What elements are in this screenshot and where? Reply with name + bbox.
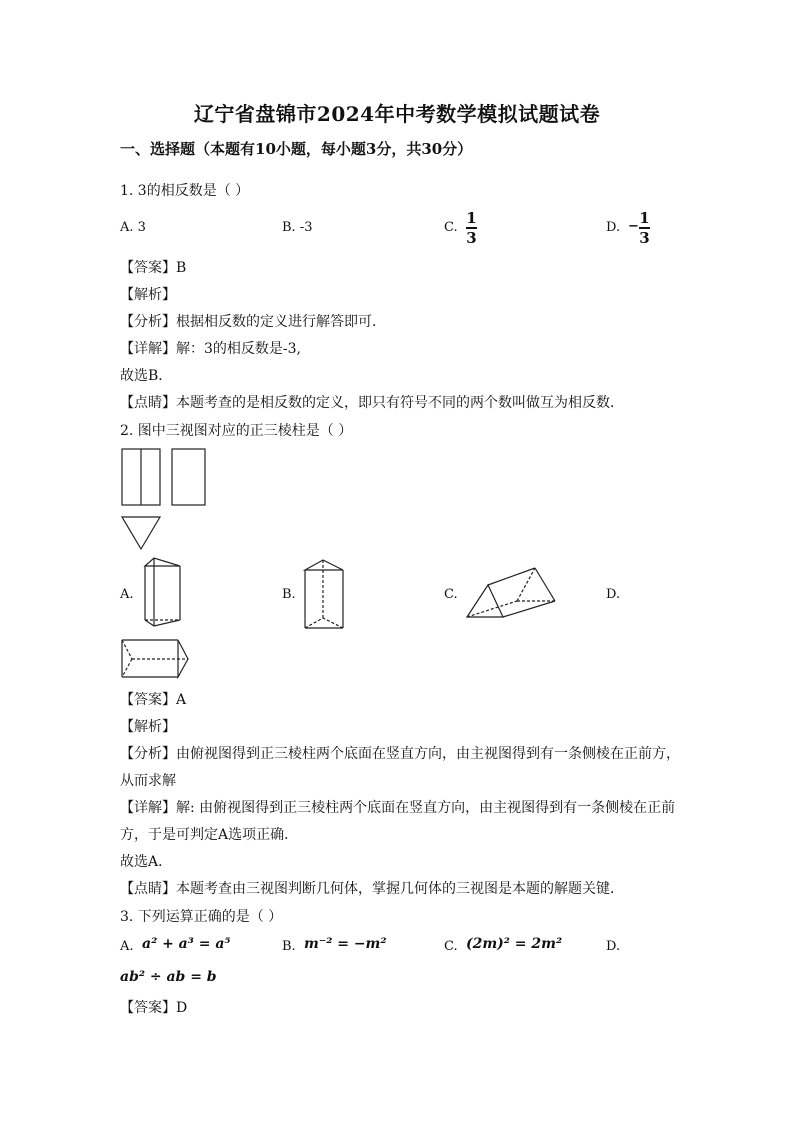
q2-analysis-heading: 【解析】 [120,719,176,735]
q2-option-d-label: D. [606,587,621,602]
fraction-denominator: 3 [466,228,477,247]
q3-option-d-label: D. [606,939,621,954]
q1-option-a: A. 3 [120,220,146,235]
q2-option-a-prism-icon [140,556,190,631]
q2-option-d-prism-icon [120,637,195,682]
side-view-rect [172,449,205,505]
q1-stem: 1. 3的相反数是（ ） [120,183,250,199]
q1-option-b: B. -3 [282,220,313,235]
q1-option-c-label: C. [444,220,458,235]
q2-option-b-label: B. [282,587,296,602]
q3-option-a-label: A. [120,939,134,954]
q2-option-a-label: A. [120,587,134,602]
q2-stem: 2. 图中三视图对应的正三棱柱是（ ） [120,423,353,439]
q2-fenxi-line2: 从而求解 [120,773,176,789]
q2-fenxi-line1: 【分析】由俯视图得到正三棱柱两个底面在竖直方向，由主视图得到有一条侧棱在正前方， [120,746,680,762]
top-view-triangle [122,517,160,549]
q2-option-c-prism-icon [465,565,560,620]
q1-dianjing: 【点睛】本题考查的是相反数的定义，即只有符号不同的两个数叫做互为相反数． [120,395,624,411]
q1-option-d-label: D. [606,220,621,235]
q3-stem: 3. 下列运算正确的是（ ） [120,909,283,925]
section-heading: 一、选择题（本题有10小题，每小题3分，共30分） [120,140,473,158]
q1-xiangjie: 【详解】解：3的相反数是-3, [120,341,301,357]
q2-answer: 【答案】A [120,692,187,708]
q1-answer: 【答案】B [120,260,187,276]
q2-option-b-prism-icon [303,558,348,633]
fraction-denominator: 3 [639,228,650,247]
q2-xiangjie-line2: 方，于是可判定A选项正确． [120,827,299,843]
q1-fenxi: 【分析】根据相反数的定义进行解答即可． [120,314,386,330]
q1-guxuan: 故选B． [120,368,173,384]
q3-option-b-expr: m⁻² = −m² [304,936,387,952]
q2-guxuan: 故选A． [120,854,173,870]
q3-option-b-label: B. [282,939,296,954]
fraction-numerator: 1 [466,209,477,227]
q3-option-c-expr: (2m)² = 2m² [466,936,563,952]
q2-dianjing: 【点睛】本题考查由三视图判断几何体，掌握几何体的三视图是本题的解题关键． [120,881,624,897]
q3-option-d-expr: ab² ÷ ab = b [120,969,217,985]
q2-xiangjie-line1: 【详解】解: 由俯视图得到正三棱柱两个底面在竖直方向，由主视图得到有一条侧棱在正前 [120,800,676,816]
q2-option-c-label: C. [444,587,458,602]
q1-option-d-sign: − [628,219,639,234]
q3-option-c-label: C. [444,939,458,954]
page-title: 辽宁省盘锦市2024年中考数学模拟试题试卷 [193,102,601,126]
q1-analysis-heading: 【解析】 [120,287,176,303]
q3-answer: 【答案】D [120,1000,188,1016]
q3-option-a-expr: a² + a³ = a⁵ [142,936,231,952]
fraction-numerator: 1 [639,209,650,227]
